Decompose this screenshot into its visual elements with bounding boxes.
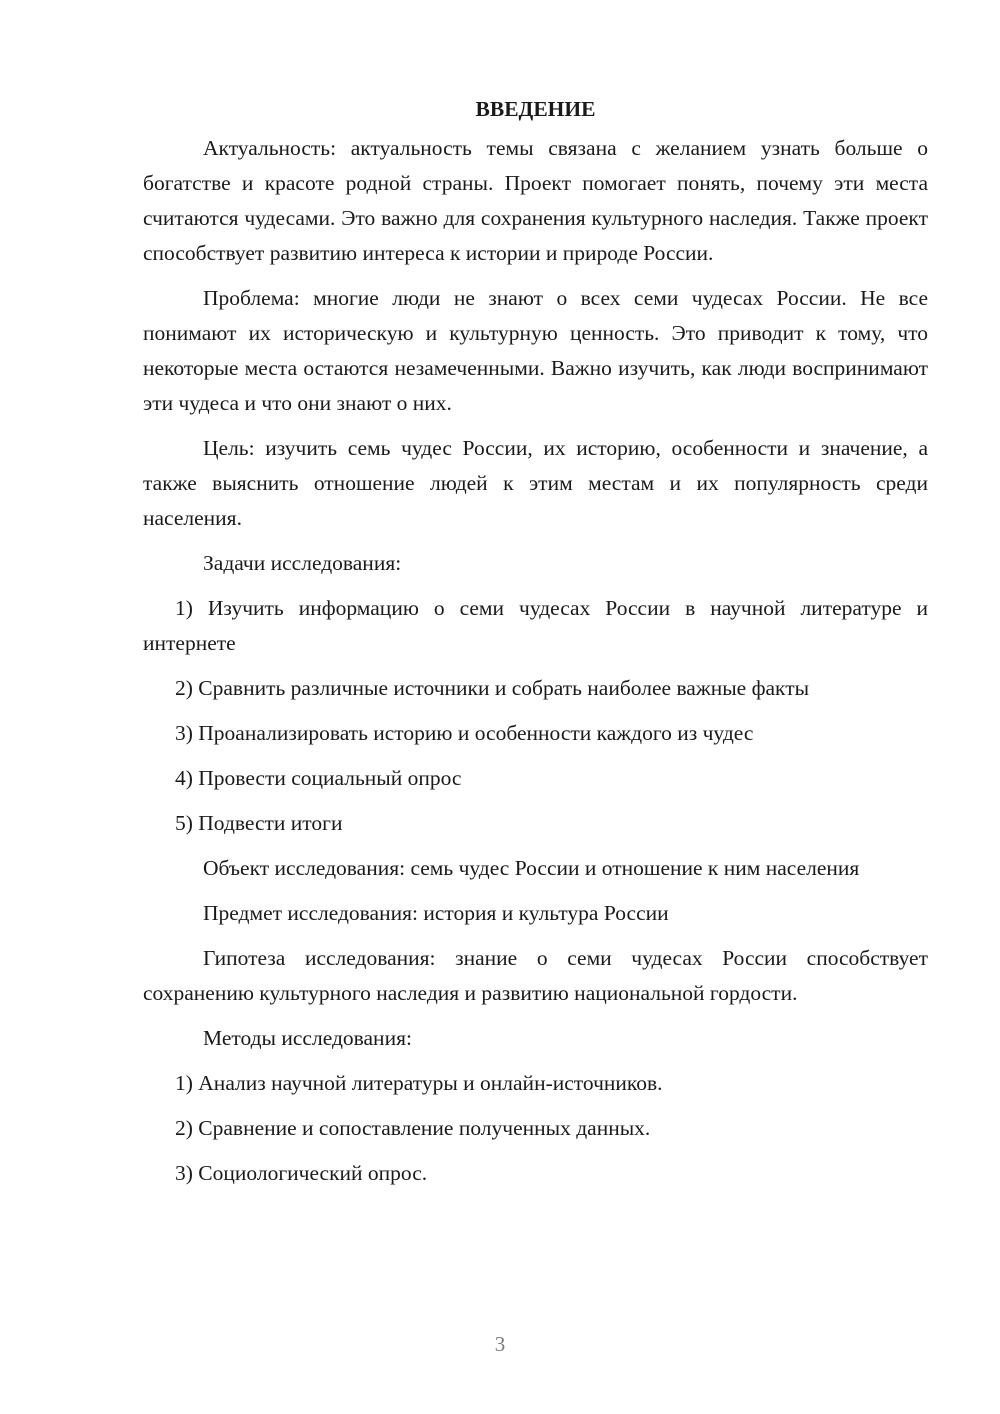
page-number: 3 (494, 1332, 506, 1356)
task-item-4: 4) Провести социальный опрос (175, 766, 462, 790)
section-title: ВВЕДЕНИЕ (475, 97, 596, 121)
task-item-1: 1) Изучить информацию о семи чудесах России в научной литературе и интернете (143, 596, 928, 655)
method-item-1: 1) Анализ научной литературы и онлайн-источников. (175, 1071, 663, 1095)
method-item-3: 3) Социологический опрос. (175, 1161, 428, 1185)
task-item-5: 5) Подвести итоги (175, 811, 343, 835)
hypothesis-paragraph: Гипотеза исследования: знание о семи чудесах России способствует сохранению культурного наследия и развитию национальной гордости. (143, 946, 928, 1005)
subject-paragraph: Предмет исследования: история и культура России (203, 901, 669, 925)
task-item-2: 2) Сравнить различные источники и собрать наиболее важные факты (175, 676, 810, 700)
method-item-2: 2) Сравнение и сопоставление полученных данных. (175, 1116, 651, 1140)
relevance-paragraph: Актуальность: актуальность темы связана с желанием узнать больше о богатстве и красоте родной страны. Проект помогает понять, почему эти места считаются чудесами. Это важно для сохранения культурного наследия. Также проект способствует развитию интереса к истории и природе России. (143, 136, 928, 265)
problem-paragraph: Проблема: многие люди не знают о всех семи чудесах России. Не все понимают их историческую и культурную ценность. Это приводит к тому, что некоторые места остаются незамеченными. Важно изучить, как люди воспринимают эти чудеса и что они знают о них. (143, 286, 928, 415)
goal-paragraph: Цель: изучить семь чудес России, их историю, особенности и значение, а также выяснить отношение людей к этим местам и их популярность среди населения. (143, 436, 928, 530)
methods-heading: Методы исследования: (203, 1026, 412, 1050)
document-page (143, 92, 928, 1201)
tasks-heading: Задачи исследования: (203, 551, 402, 575)
task-item-3: 3) Проанализировать историю и особенности каждого из чудес (175, 721, 754, 745)
object-paragraph: Объект исследования: семь чудес России и отношение к ним населения (203, 856, 860, 880)
